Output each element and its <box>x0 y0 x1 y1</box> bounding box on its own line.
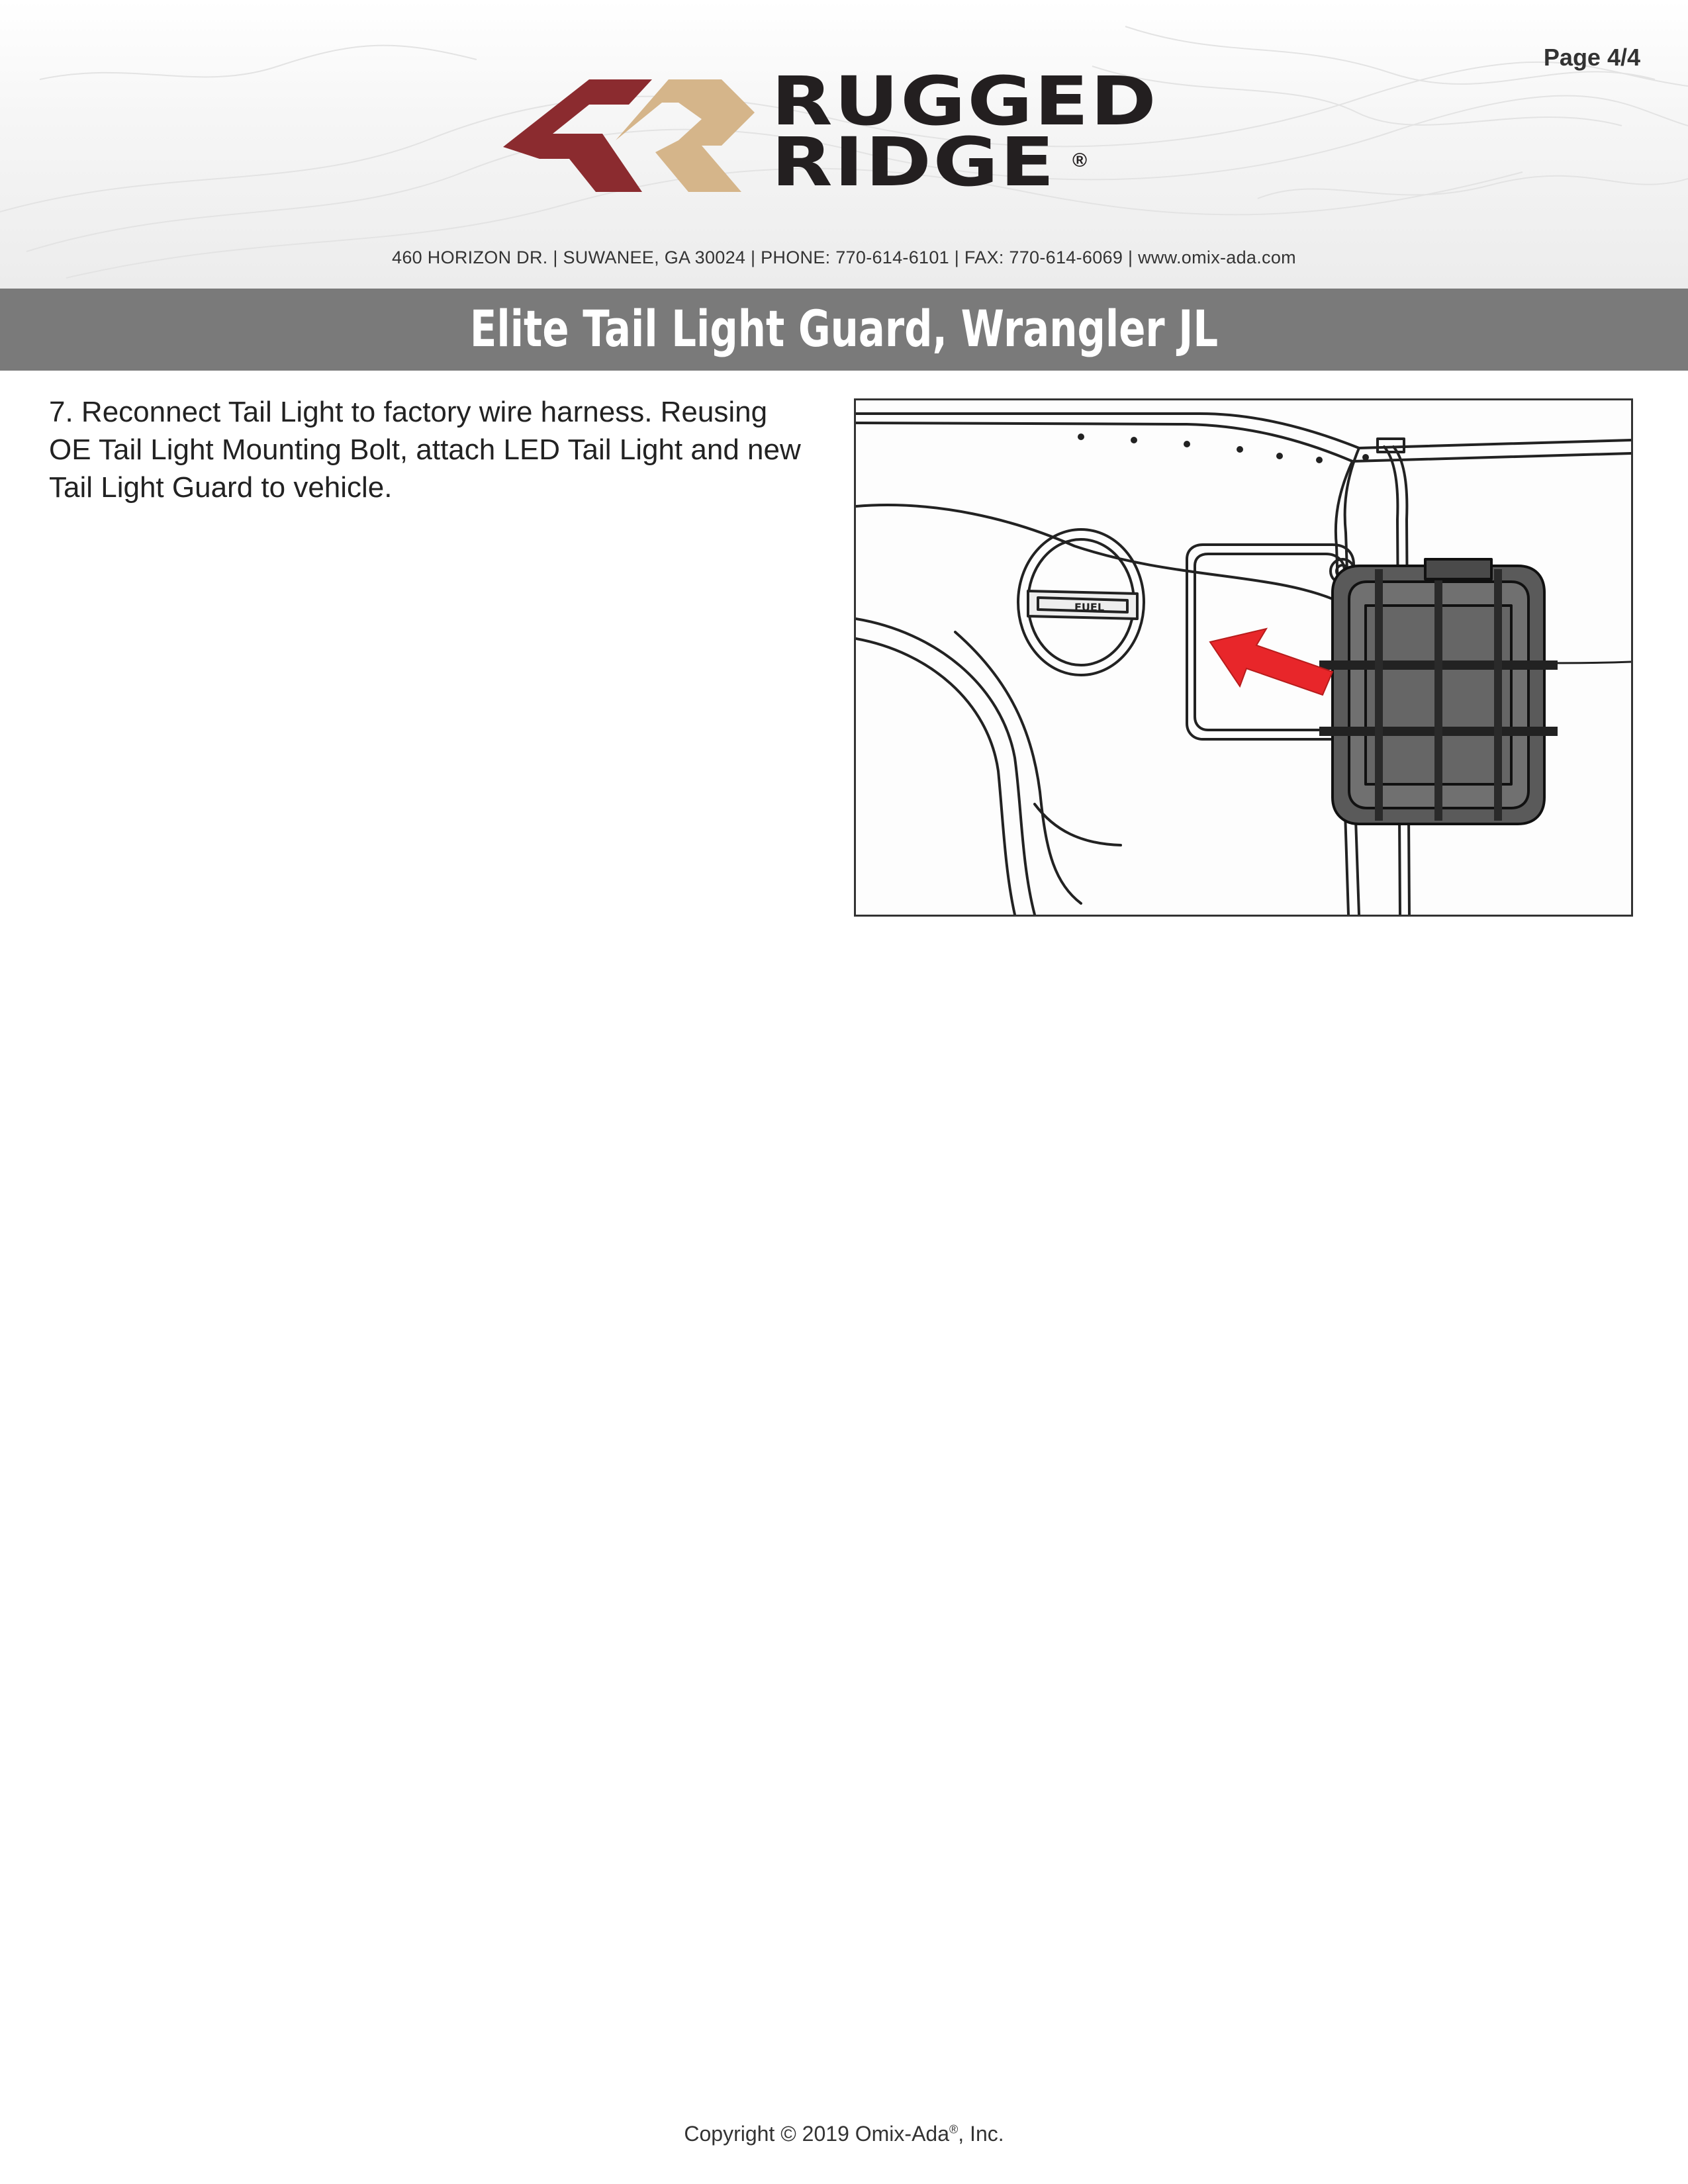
rugged-ridge-logo <box>503 62 1192 205</box>
fuel-door-label: FUEL <box>1074 601 1105 614</box>
copyright-registered: ® <box>949 2122 959 2136</box>
copyright-suffix: , Inc. <box>958 2122 1004 2146</box>
document-title: Elite Tail Light Guard, Wrangler JL <box>469 299 1219 358</box>
logo-mark <box>503 66 768 205</box>
title-bar <box>0 289 1688 371</box>
tail-light-guard-illustration <box>856 400 1631 915</box>
copyright-footer <box>0 2122 1688 2146</box>
logo-word-ridge: RIDGE <box>771 123 1056 202</box>
contact-line: 460 HORIZON DR. | SUWANEE, GA 30024 | PHONE: 770-614-6101 | FAX: 770-614-6069 | www.omix-ada.com <box>392 248 1296 267</box>
logo-wordmark <box>771 62 1158 202</box>
installation-figure <box>854 398 1633 917</box>
instruction-step-7: 7. Reconnect Tail Light to factory wire harness. Reusing OE Tail Light Mounting Bolt, attach LED Tail Light and new Tail Light Guard to vehicle. <box>49 396 801 504</box>
tail-light-guard <box>1319 559 1558 824</box>
copyright-prefix: Copyright © 2019 Omix-Ada <box>684 2122 949 2146</box>
logo-word-rugged: RUGGED <box>771 62 1158 141</box>
logo-registered-mark: ® <box>1072 150 1088 171</box>
page-number: Page 4/4 <box>1543 44 1640 71</box>
direction-arrow <box>1210 629 1333 695</box>
